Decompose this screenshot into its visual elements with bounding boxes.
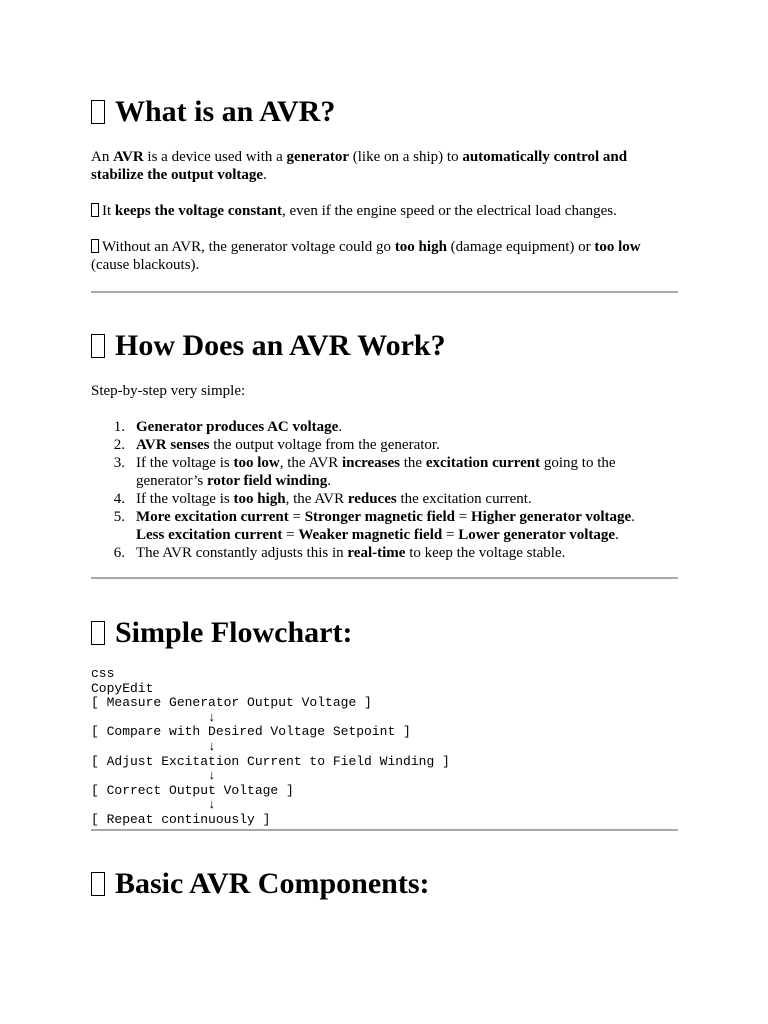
section-heading-components bbox=[91, 867, 430, 901]
flowchart-line: [ Adjust Excitation Current to Field Winding ] bbox=[91, 753, 450, 769]
flowchart-arrow: ↓ bbox=[91, 709, 216, 725]
emoji-placeholder-icon bbox=[91, 872, 105, 896]
heading-text: How Does an AVR Work? bbox=[115, 329, 446, 362]
heading-text: Simple Flowchart: bbox=[115, 616, 353, 649]
paragraph-voltage-constant: It keeps the voltage constant, even if the engine speed or the electrical load changes. bbox=[91, 202, 678, 220]
code-block bbox=[91, 667, 450, 828]
flowchart-line: [ Measure Generator Output Voltage ] bbox=[91, 695, 372, 711]
section-heading-flowchart bbox=[91, 616, 352, 650]
steps-intro: Step-by-step very simple: bbox=[91, 383, 246, 399]
emoji-placeholder-icon bbox=[91, 239, 99, 253]
list-item: 1. Generator produces AC voltage. bbox=[113, 419, 343, 435]
section-divider bbox=[91, 291, 678, 293]
paragraph-without-avr: Without an AVR, the generator voltage could go too high (damage equipment) or too low (cause blackouts). bbox=[91, 239, 641, 273]
flowchart-line: [ Repeat continuously ] bbox=[91, 811, 271, 827]
section-divider bbox=[91, 829, 678, 831]
code-language-label: css bbox=[91, 666, 115, 681]
list-item: 6. The AVR constantly adjusts this in real-time to keep the voltage stable. bbox=[113, 545, 566, 561]
emoji-placeholder-icon bbox=[91, 203, 99, 217]
flowchart-arrow: ↓ bbox=[91, 797, 216, 813]
section-heading-what-is-avr bbox=[91, 95, 335, 129]
emoji-placeholder-icon bbox=[91, 334, 105, 358]
emoji-placeholder-icon bbox=[91, 100, 105, 124]
flowchart-line: [ Correct Output Voltage ] bbox=[91, 782, 294, 798]
copy-edit-button[interactable]: CopyEdit bbox=[91, 680, 154, 696]
flowchart-arrow: ↓ bbox=[91, 768, 216, 784]
list-item: 2. AVR senses the output voltage from the generator. bbox=[113, 437, 440, 453]
flowchart-arrow: ↓ bbox=[91, 738, 216, 754]
heading-text: What is an AVR? bbox=[115, 95, 336, 128]
emoji-placeholder-icon bbox=[91, 621, 105, 645]
flowchart-line: [ Compare with Desired Voltage Setpoint ] bbox=[91, 724, 411, 740]
steps-list bbox=[91, 418, 678, 562]
list-item: 4. If the voltage is too high, the AVR reduces the excitation current. bbox=[113, 491, 532, 507]
section-heading-how-avr-works bbox=[91, 329, 446, 363]
heading-text: Basic AVR Components: bbox=[115, 867, 430, 900]
list-item: 3. If the voltage is too low, the AVR increases the excitation current going to the generator’s rotor field winding. bbox=[113, 455, 616, 489]
list-item: 5. More excitation current = Stronger magnetic field = Higher generator voltage. Less excitation current = Weaker magnetic field = Lower generator voltage. bbox=[113, 509, 635, 543]
paragraph-avr-definition: An AVR is a device used with a generator (like on a ship) to automatically control and stabilize the output voltage. bbox=[91, 149, 628, 183]
section-divider bbox=[91, 577, 678, 579]
